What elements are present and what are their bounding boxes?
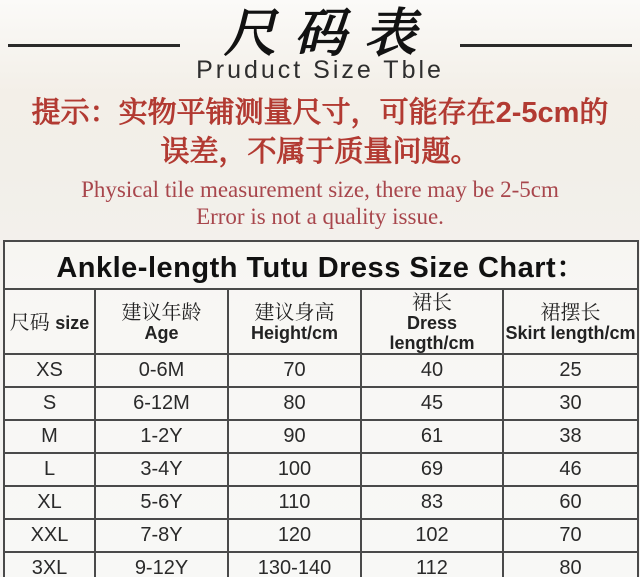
table-cell: 25 <box>503 354 638 387</box>
column-header <box>361 289 503 354</box>
column-header-english: Height/cm <box>250 323 338 343</box>
table-row <box>4 354 638 387</box>
column-header-chinese: 建议身高 <box>254 302 335 324</box>
notice-en-line2: Error is not a quality issue. <box>196 204 444 229</box>
table-body <box>4 241 638 577</box>
page-title-chinese: 尺码表 <box>223 6 434 63</box>
column-header-english: Dress length/cm <box>389 313 475 353</box>
table-cell: 90 <box>228 420 361 453</box>
column-header-english: Skirt length/cm <box>505 323 636 343</box>
table-cell: 70 <box>503 519 638 552</box>
column-header <box>503 289 638 354</box>
table-cell: 80 <box>503 552 638 577</box>
table-cell: 46 <box>503 453 638 486</box>
table-cell: M <box>4 420 95 453</box>
measurement-notice-chinese <box>0 94 640 172</box>
table-cell: XL <box>4 486 95 519</box>
title-divider-right <box>460 44 632 47</box>
table-cell: XXL <box>4 519 95 552</box>
table-cell: 40 <box>361 354 503 387</box>
table-cell: S <box>4 387 95 420</box>
table-row <box>4 420 638 453</box>
table-cell: 80 <box>228 387 361 420</box>
table-cell: 130-140 <box>228 552 361 577</box>
column-header <box>228 289 361 354</box>
table-cell: 100 <box>228 453 361 486</box>
notice-en-line1: Physical tile measurement size, there may be 2-5cm <box>81 177 559 202</box>
table-cell: 9-12Y <box>95 552 228 577</box>
notice-cn-line2: 误差，不属于质量问题。 <box>160 136 480 168</box>
table-title-row <box>4 241 638 289</box>
measurement-notice-english <box>0 176 640 230</box>
table-cell: 1-2Y <box>95 420 228 453</box>
table-cell: 70 <box>228 354 361 387</box>
table-header-row <box>4 289 638 354</box>
page-subtitle-english: Pruduct Size Tble <box>196 56 444 84</box>
column-header <box>4 289 95 354</box>
column-header-label: 尺码 size <box>9 312 90 334</box>
table-cell: 120 <box>228 519 361 552</box>
table-cell: 5-6Y <box>95 486 228 519</box>
table-title: Ankle-length Tutu Dress Size Chart： <box>4 241 638 289</box>
column-header-chinese: 建议年龄 <box>121 302 202 324</box>
table-cell: 45 <box>361 387 503 420</box>
column-header-chinese: 裙长 <box>412 292 452 314</box>
table-cell: 7-8Y <box>95 519 228 552</box>
table-cell: 69 <box>361 453 503 486</box>
table-cell: 0-6M <box>95 354 228 387</box>
table-cell: L <box>4 453 95 486</box>
table-cell: 61 <box>361 420 503 453</box>
table-cell: 102 <box>361 519 503 552</box>
column-header-chinese: 裙摆长 <box>540 302 601 324</box>
table-row <box>4 519 638 552</box>
table-cell: XS <box>4 354 95 387</box>
table-cell: 83 <box>361 486 503 519</box>
table-row <box>4 453 638 486</box>
table-row <box>4 387 638 420</box>
table-row <box>4 486 638 519</box>
table-row <box>4 552 638 577</box>
table-cell: 30 <box>503 387 638 420</box>
size-chart-table <box>3 240 639 577</box>
table-cell: 110 <box>228 486 361 519</box>
table-cell: 38 <box>503 420 638 453</box>
column-header <box>95 289 228 354</box>
notice-cn-line1: 提示：实物平铺测量尺寸，可能存在2-5cm的 <box>31 97 609 129</box>
table-cell: 3-4Y <box>95 453 228 486</box>
column-header-english: Age <box>144 323 179 343</box>
table-cell: 6-12M <box>95 387 228 420</box>
table-cell: 112 <box>361 552 503 577</box>
table-cell: 60 <box>503 486 638 519</box>
table-cell: 3XL <box>4 552 95 577</box>
